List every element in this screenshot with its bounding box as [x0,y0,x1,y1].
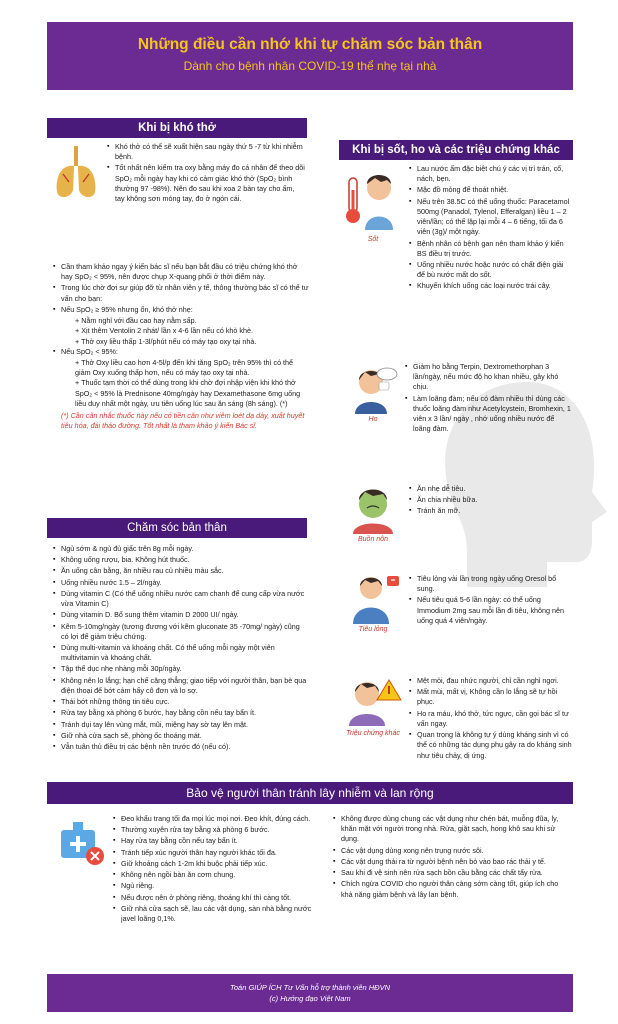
other-symptoms-caption: Triệu chứng khác [346,730,400,737]
cough-person-icon [343,362,403,414]
cough-list [405,362,573,436]
list-item: ▪ Sau khi đi vệ sinh nên rửa sạch bồn cầu bằng các chất tẩy rửa. [333,868,569,878]
breath-heading: Khi bị khó thở [47,118,307,138]
sub-item: + Nằm nghỉ với đầu cao hay nằm sấp. [75,316,197,326]
list-item: ▪ Tránh dụi tay lên vùng mắt, mũi, miệng hay sờ tay lên mặt. [53,720,309,730]
footer-line-2: (c) Hướng đạo Việt Nam [269,993,351,1003]
breath-list [53,262,309,432]
medication-warning: (*) Cần cân nhắc thuốc này nếu có tiền căn như viêm loét dạ dày, xuất huyết tiêu hóa, đái tháo đường. Tốt nhất là tham khảo ý kiến Bác sĩ. [61,411,305,431]
list-item: ▪ Tập thể dục nhẹ nhàng mỗi 30p/ngày. [53,664,309,674]
fever-list [409,164,573,293]
list-item: ▪ Uống nhiều nước hoặc nước có chất điện giải để bù nước mất do sốt. [409,260,573,280]
fever-caption: Sốt [367,236,379,243]
lungs-icon [51,144,101,202]
list-item: ▪ Tiêu lỏng vài lần trong ngày uống Oresol bổ sung. [409,574,573,594]
list-item: ▪ Giảm ho bằng Terpin, Dextromethorphan 3 lần/ngày, nếu mức độ ho khan nhiều, gây khó chịu. [405,362,573,393]
list-item: ▪ Làm loãng đàm; nếu có đàm nhiều thì dùng các thuốc loãng đàm như Acetylcystein, Bromhexin, 1 viên x 3 lần/ ngày , nhớ uống nhiều nước để loãng đàm. [405,394,573,435]
other-symptoms-icon [343,674,403,726]
footer [47,974,573,1012]
list-item: ▪ Thường xuyên rửa tay bằng xà phòng 6 bước. [113,825,327,835]
list-item: ▪ Đeo khẩu trang tối đa mọi lúc mọi nơi. Đeo khít, đúng cách. [113,814,327,824]
list-item: ▪ Ăn uống cân bằng, ăn nhiều rau củ nhiều màu sắc. [53,566,309,576]
list-item: ▪ Tránh ăn mỡ. [409,506,573,516]
selfcare-list [53,544,309,753]
protect-heading: Bảo vệ người thân tránh lây nhiễm và lan rộng [47,782,573,804]
list-item: ▪ Mặc đồ mỏng để thoát nhiệt. [409,185,573,195]
sub-item: + Thuốc tạm thời có thể dùng trong khi chờ đợi nhập viện khi khó thở SpO₂ < 95% là Prednisone 40mg/ngày hay Dexamethasone 6mg uống liều duy nhất một ngày, ưu tiên uống lúc sau ăn sáng (8h sáng). (*) [75,378,301,408]
list-item: ▪ Kẽm 5-10mg/ngày (tương đương với kẽm gluconate 35 -70mg/ ngày) cũng có lợi để giảm triệu chứng. [53,622,309,642]
list-item: ▪ Không nên ngồi bàn ăn cơm chung. [113,870,327,880]
list-item: ▪ Ngủ riêng. [113,881,327,891]
nausea-list [409,484,573,518]
other-symptoms-list [409,676,573,762]
list-item: ▪ Khó thở có thể sẽ xuất hiện sau ngày thứ 5 -7 từ khi nhiễm bệnh. [107,142,305,162]
list-item: ▪ Nếu SpO₂ < 95%: [53,347,309,357]
title-banner [47,22,573,90]
list-item: ▪ Giữ khoảng cách 1-2m khi buộc phải tiếp xúc. [113,859,327,869]
list-item: ▪ Nếu tiêu quá 5-6 lần ngày: có thể uống Immodium 2mg sau mỗi lần đi tiêu, không nên uống quá 4 viên/ngày. [409,595,573,626]
diarrhea-person-icon [343,572,403,624]
list-item: ▪ Uống nhiều nước 1.5 – 2l/ngày. [53,578,309,588]
protect-left-list [113,814,327,925]
list-item: ▪ Dùng vitamin C (Có thể uống nhiều nước cam chanh để cung cấp vừa nước vừa Vitamin C) [53,589,309,609]
list-item: ▪ Không nên lo lắng; hạn chế căng thẳng; giao tiếp với người thân, bạn bè qua điện thoại để bớt cảm hấy cô đơn và lo sợ. [53,676,309,696]
list-item: ▪ Tốt nhất nên kiểm tra oxy bằng máy đo cá nhân để theo dõi SpO₂ mỗi ngày hay khi có cảm giác khó thở (SpO₂ bình thường 97 -98%). Nên đo sau khi xoa 2 bàn tay cho ấm, tay không sơn móng tay, đo ở ngón cái. [107,163,305,204]
list-item: ▪ Dùng vitamin D. Bổ sung thêm vitamin D 2000 UI/ ngày. [53,610,309,620]
list-item: ▪ Bệnh nhân có bệnh gan nên tham khảo ý kiến BS điều trị trước. [409,239,573,259]
medical-kit-icon [57,818,107,868]
list-item: ▪ Mệt mỏi, đau nhức người, chỉ cần nghỉ ngơi. [409,676,573,686]
list-item: ▪ Dùng multi-vitamin và khoáng chất. Có thể uống mỗi ngày một viên multivitamin và khoáng chất. [53,643,309,663]
list-item: ▪ Rửa tay bằng xà phòng 6 bước, hay bằng cồn nếu tay bẩn ít. [53,708,309,718]
list-item: ▪ Nếu được nên ở phòng riêng, thoáng khí thì càng tốt. [113,893,327,903]
list-item: ▪ Ăn chia nhiều bữa. [409,495,573,505]
nausea-person-icon [343,482,403,534]
list-item: ▪ Giữ nhà cửa sạch sẽ, lau các vật dụng, sàn nhà bằng nước javel loãng 0,1%. [113,904,327,924]
list-item: ▪ Không uống rượu, bia. Không hút thuốc. [53,555,309,565]
page-subtitle: Dành cho bệnh nhân COVID-19 thể nhẹ tại nhà [183,59,437,73]
list-item: ▪ Vẫn tuân thủ điều trị các bệnh nền trước đó (nếu có). [53,742,309,752]
list-item: ▪ Ăn nhẹ dễ tiêu. [409,484,573,494]
list-item: ▪ Giữ nhà cửa sạch sẽ, phòng ốc thoáng mát. [53,731,309,741]
list-item: ▪ Các vật dụng thải ra từ người bệnh nên bỏ vào bao rác thải y tế. [333,857,569,867]
infographic-page [47,22,573,1012]
list-item: ▪ Khuyến khích uống các loại nước trái cây. [409,281,573,291]
sub-item: + Thở oxy liều thấp 1-3l/phút nếu có máy tạo oxy tại nhà. [75,336,257,346]
list-item: ▪ Ngủ sớm & ngủ đủ giấc trên 8g mỗi ngày. [53,544,309,554]
list-item: ▪ Trong lúc chờ đợi sự giúp đỡ từ nhân viên y tế, thông thường bác sĩ có thể tư vấn cho bạn: [53,283,309,303]
list-item: ▪ Quan trọng là không tự ý dùng kháng sinh vì có thể có những tác dụng phụ gây ra do kháng sinh như tiêu chảy, dị ứng. [409,730,573,761]
list-item: ▪ Thái bớt những thông tin tiêu cực. [53,697,309,707]
diarrhea-list [409,574,573,627]
fever-heading: Khi bị sốt, ho và các triệu chứng khác [339,140,573,160]
diarrhea-caption: Tiêu lỏng [358,626,388,633]
list-item: ▪ Ho ra máu, khó thở, tức ngực, cần gọi bác sĩ tư vấn ngay. [409,709,573,729]
list-item: ▪ Nếu SpO₂ ≥ 95% nhưng ổn, khó thở nhẹ: [53,305,309,315]
selfcare-heading: Chăm sóc bản thân [47,518,307,538]
protect-right-list [333,814,569,901]
sub-item: + Xịt thêm Ventolin 2 nhát/ lần x 4-6 lần nếu có khò khè. [75,326,254,336]
list-item: ▪ Lau nước ấm đặc biệt chú ý các vị trí trán, cổ, nách, bẹn. [409,164,573,184]
list-item: ▪ Tránh tiếp xúc người thân hay người khác tối đa. [113,848,327,858]
footer-line-1: Toán GIÚP ÍCH Tư Vấn hỗ trợ thành viên HĐVN [229,983,391,992]
page-title: Những điều cần nhớ khi tự chăm sóc bản thân [137,36,483,53]
list-item: ▪ Hay rửa tay bằng cồn nếu tay bẩn ít. [113,836,327,846]
list-item: ▪ Không được dùng chung các vật dụng như chén bát, muỗng đũa, ly, khăn mặt với người trong nhà. Rửa, giặt sạch, hong khô sau khi sử dụng. [333,814,569,845]
list-item: ▪ Cần tham khảo ngay ý kiến bác sĩ nếu bạn bắt đầu có triệu chứng khó thở hay SpO₂ < 95%, nên được chụp X-quang phổi ở thời điểm này. [53,262,309,282]
cough-caption: Ho [368,416,378,423]
sub-item: + Thở Oxy liều cao hơn 4-5l/p đến khi tăng SpO₂ trên 95% thì có thể giảm Oxy xuống thấp hơn, nếu có máy tạo oxy tại nhà. [75,357,294,378]
list-item: ▪ Mất mùi, mất vị, Không cần lo lắng sẽ tự hồi phục. [409,687,573,707]
list-item: ▪ Chích ngừa COVID cho người thân càng sớm càng tốt, giúp ích cho khả năng giảm bệnh và lây lan bệnh. [333,879,569,899]
list-item: ▪ Các vật dụng dùng xong nên trụng nước sôi. [333,846,569,856]
fever-person-icon [343,168,403,233]
nausea-caption: Buồn nôn [358,536,388,543]
list-item: ▪ Nếu trên 38.5C có thể uống thuốc: Paracetamol 500mg (Panadol, Tylenol, Efferalgan) liều 1 – 2 viên/lần; có thể lặp lại mỗi 4 – 6 tiếng, tối đa 6 viên (3g)/ một ngày. [409,197,573,238]
breath-top-list [107,142,305,205]
